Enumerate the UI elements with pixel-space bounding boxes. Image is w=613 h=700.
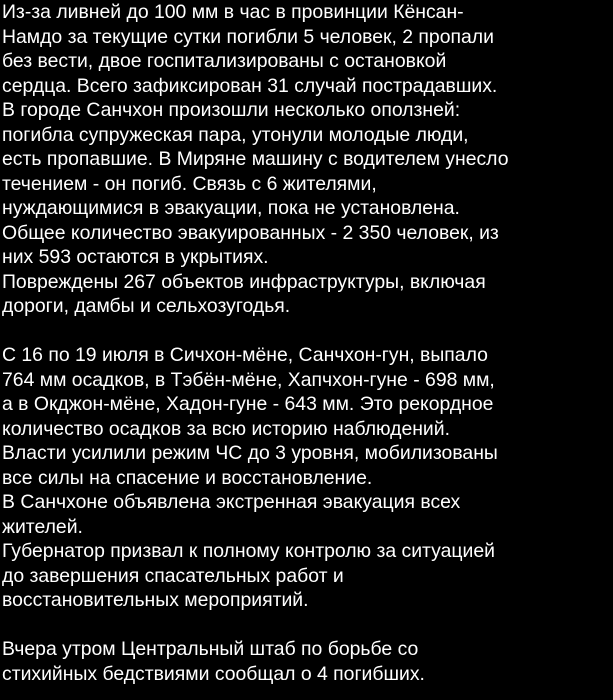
message-line: Власти усилили режим ЧС до 3 уровня, мобилизованы (2, 442, 498, 464)
message-paragraph-2 (2, 343, 613, 613)
message-line: жителей. (2, 515, 83, 538)
message-line: Общее количество эвакуированных - 2 350 человек, из (2, 221, 499, 244)
message-line: В городе Санчхон произошли несколько оползней: (2, 99, 461, 121)
message-line: В Санчхоне объявлена экстренная эвакуация всех (2, 491, 461, 513)
message-line: до завершения спасательных работ и (2, 564, 344, 587)
message-body (2, 0, 613, 686)
message-paragraph-1 (2, 0, 613, 319)
message-line: стихийных бедствиями сообщал о 4 погибших. (2, 662, 425, 685)
message-line: восстановительных мероприятий. (2, 589, 309, 611)
paragraph-spacer (2, 613, 613, 638)
message-line: Губернатор призвал к полному контролю за ситуацией (2, 540, 495, 562)
message-line: течением - он погиб. Связь с 6 жителями, (2, 172, 377, 195)
message-line: Повреждены 267 объектов инфраструктуры, включая (2, 270, 486, 293)
message-line: них 593 остаются в укрытиях. (2, 246, 269, 268)
message-line: погибла супружеская пара, утонули молодые люди, (2, 123, 469, 146)
message-line: С 16 по 19 июля в Сичхон-мёне, Санчхон-гун, выпало (2, 344, 488, 366)
message-line: есть пропавшие. В Миряне машину с водителем унесло (2, 148, 509, 170)
message-line: сердца. Всего зафиксирован 31 случай пострадавших. (2, 74, 498, 97)
message-line: 764 мм осадков, в Тэбён-мёне, Хапчхон-гуне - 698 мм, (2, 368, 495, 391)
paragraph-spacer (2, 319, 613, 344)
message-line: без вести, двое госпитализированы с остановкой (2, 50, 447, 72)
message-line: Намдо за текущие сутки погибли 5 человек, 2 пропали (2, 25, 494, 48)
message-line: а в Окджон-мёне, Хадон-гуне - 643 мм. Это рекордное (2, 393, 494, 415)
message-line: нуждающимися в эвакуации, пока не установлена. (2, 197, 460, 219)
message-paragraph-3 (2, 637, 613, 686)
message-line: все силы на спасение и восстановление. (2, 466, 373, 489)
message-line: Из-за ливней до 100 мм в час в провинции Кёнсан- (2, 1, 464, 23)
message-line: дороги, дамбы и сельхозугодья. (2, 295, 291, 317)
message-line: Вчера утром Центральный штаб по борьбе со (2, 638, 419, 660)
message-line: количество осадков за всю историю наблюдений. (2, 417, 450, 440)
